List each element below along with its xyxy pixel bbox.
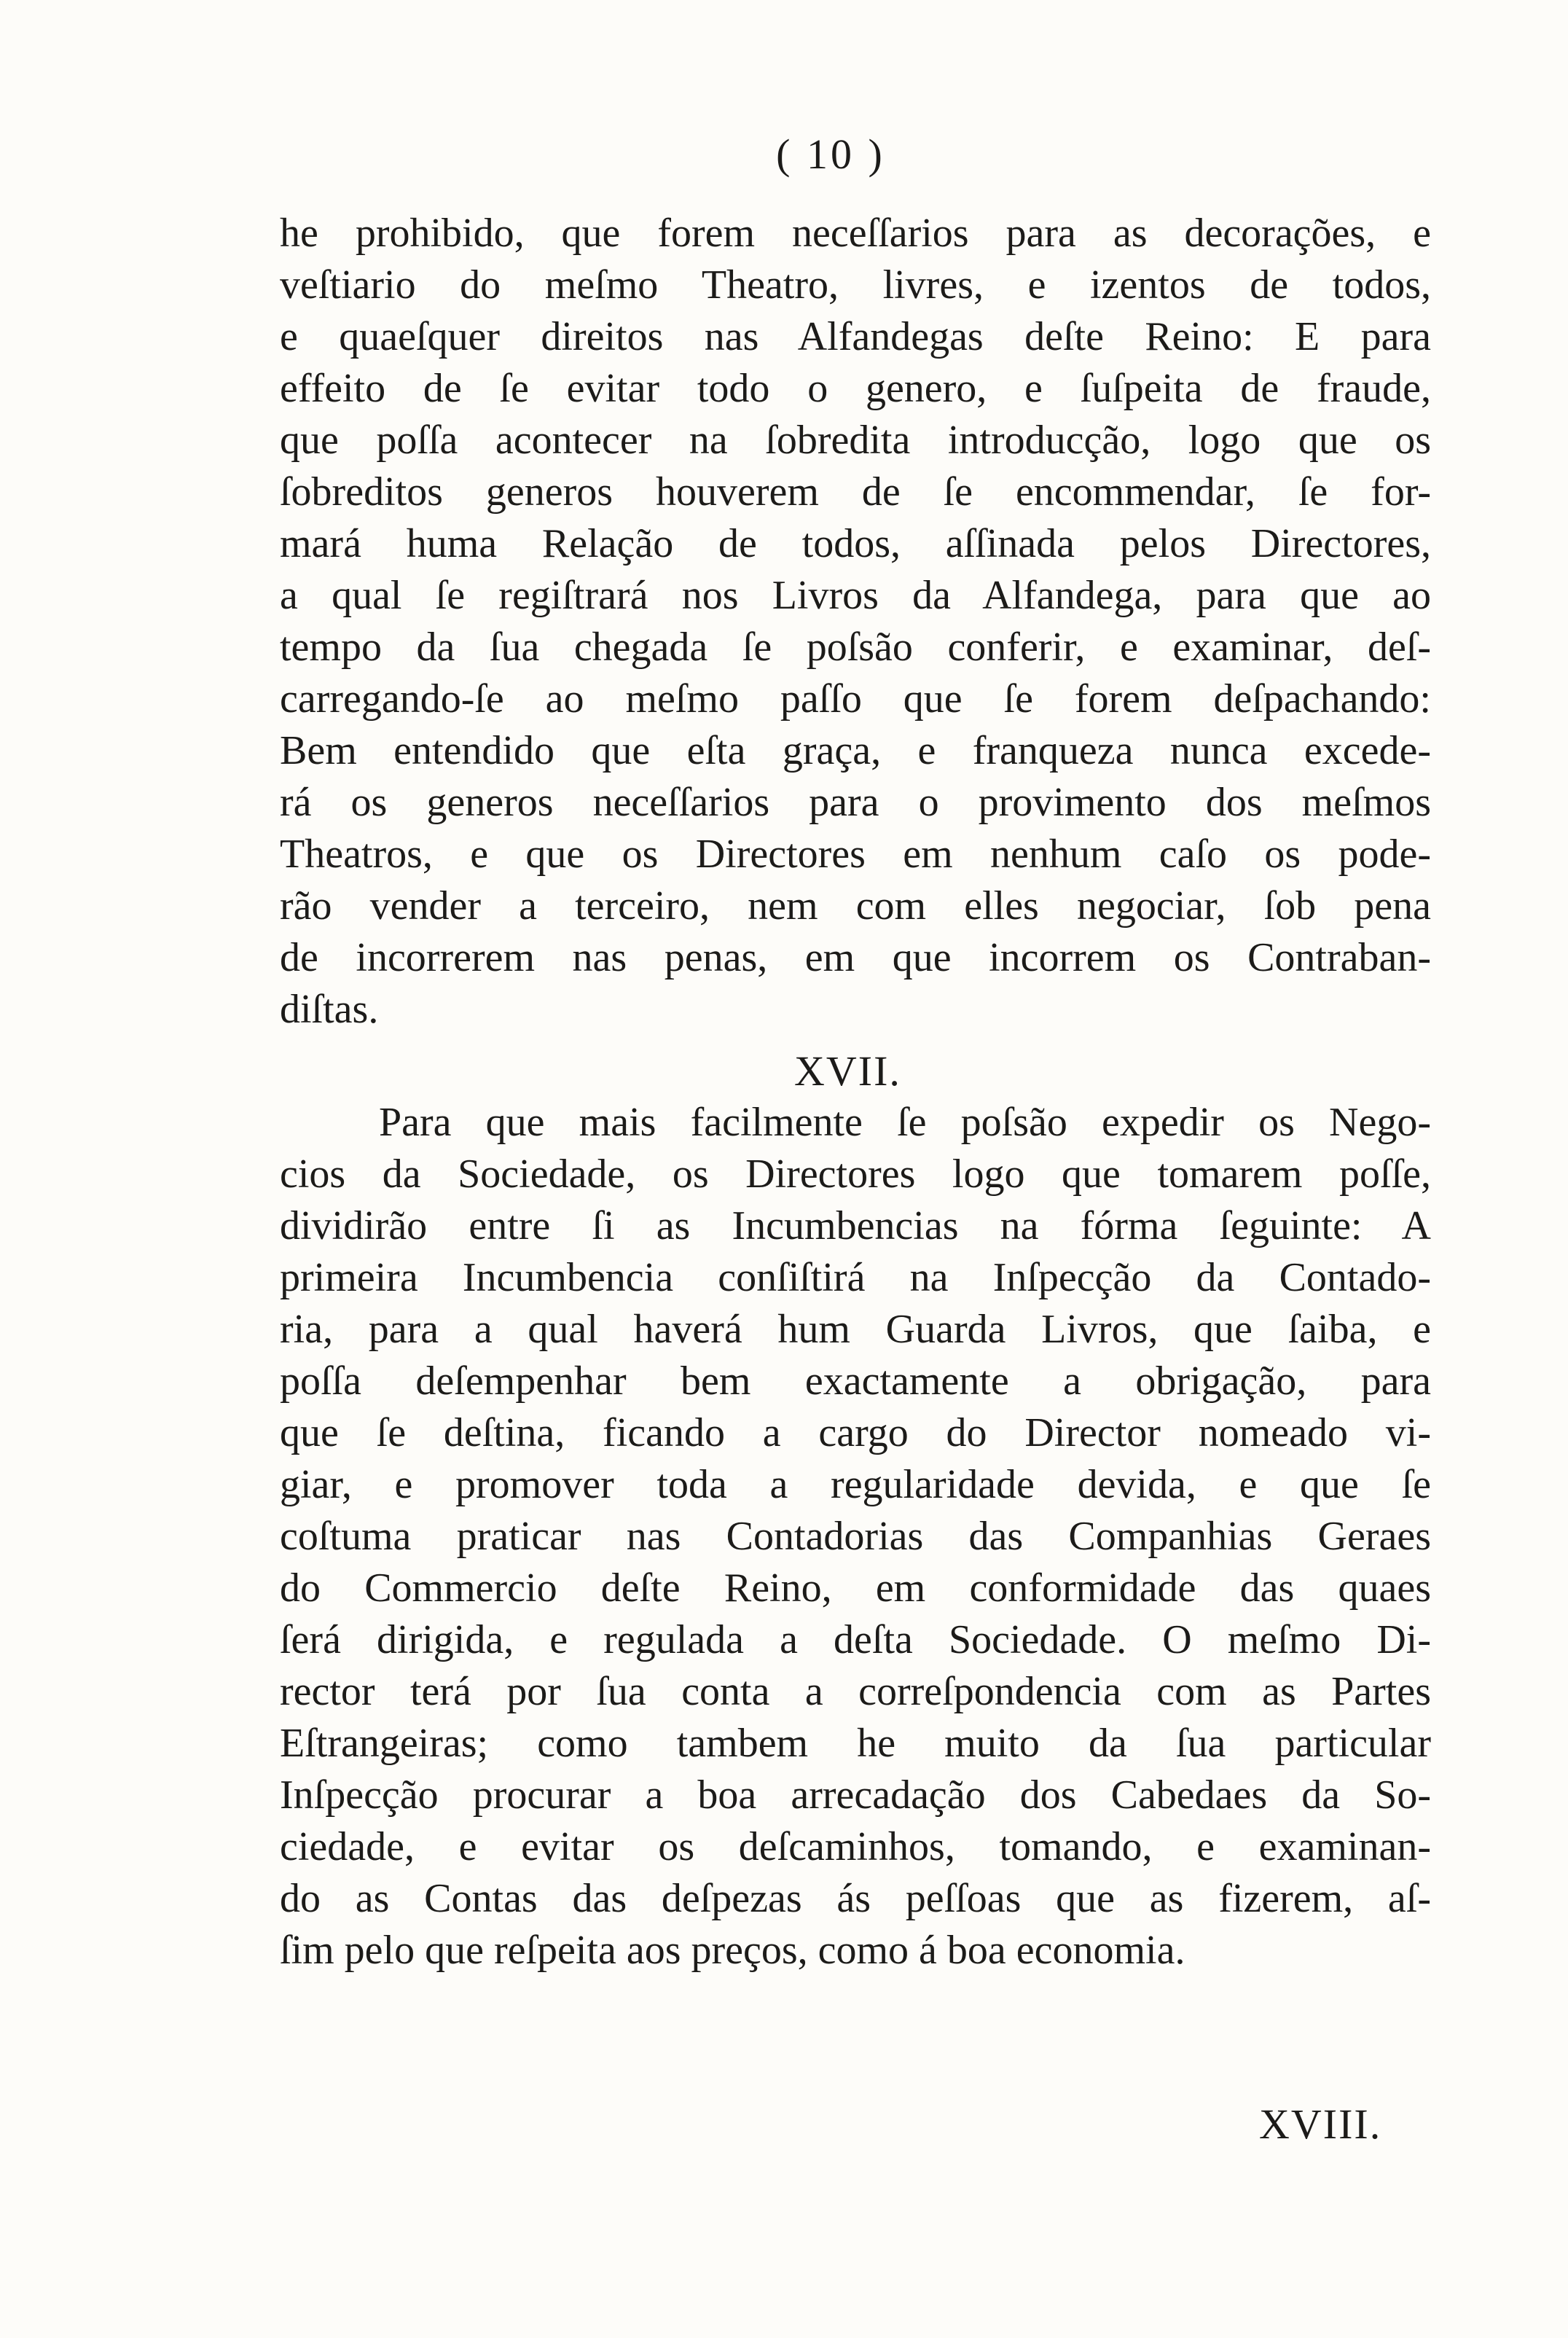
text-line: carregando-ſe ao meſmo paſſo que ſe forem deſpachando: bbox=[280, 676, 1431, 722]
text-line: do as Contas das deſpezas ás peſſoas que as fizerem, aſ- bbox=[280, 1876, 1431, 1921]
text-line: mará huma Relação de todos, aſſinada pelos Directores, bbox=[280, 521, 1431, 566]
text-line: ria, para a qual haverá hum Guarda Livros, que ſaiba, e bbox=[280, 1307, 1431, 1352]
text-line: cios da Sociedade, os Directores logo que tomarem poſſe, bbox=[280, 1152, 1431, 1197]
text-line: Theatros, e que os Directores em nenhum caſo os pode- bbox=[280, 832, 1431, 877]
text-line: Para que mais facilmente ſe poſsão expedir os Nego- bbox=[379, 1100, 1431, 1145]
text-line: diſtas. bbox=[280, 987, 379, 1032]
text-line: effeito de ſe evitar todo o genero, e ſuſpeita de fraude, bbox=[280, 366, 1431, 411]
text-line: primeira Incumbencia conſiſtirá na Inſpecção da Contado- bbox=[280, 1255, 1431, 1300]
text-line: Bem entendido que eſta graça, e franqueza nunca excede- bbox=[280, 728, 1431, 773]
text-line: do Commercio deſte Reino, em conformidade das quaes bbox=[280, 1565, 1431, 1611]
text-line: e quaeſquer direitos nas Alfandegas deſte Reino: E para bbox=[280, 314, 1431, 359]
text-line: rector terá por ſua conta a correſpondencia com as Partes bbox=[280, 1669, 1431, 1714]
catchword: XVIII. bbox=[1259, 2100, 1382, 2148]
text-line: tempo da ſua chegada ſe poſsão conferir, e examinar, deſ- bbox=[280, 625, 1431, 670]
text-line: de incorrerem nas penas, em que incorrem os Contraban- bbox=[280, 935, 1431, 980]
text-line: coſtuma praticar nas Contadorias das Companhias Geraes bbox=[280, 1514, 1431, 1559]
text-line: ſobreditos generos houverem de ſe encommendar, ſe for- bbox=[280, 469, 1431, 515]
text-line: he prohibido, que forem neceſſarios para as decorações, e bbox=[280, 211, 1431, 256]
text-line: veſtiario do meſmo Theatro, livres, e izentos de todos, bbox=[280, 262, 1431, 308]
text-line: ſerá dirigida, e regulada a deſta Sociedade. O meſmo Di- bbox=[280, 1617, 1431, 1662]
text-line: que ſe deſtina, ficando a cargo do Director nomeado vi- bbox=[280, 1410, 1431, 1455]
text-line: Inſpecção procurar a boa arrecadação dos Cabedaes da So- bbox=[280, 1772, 1431, 1818]
text-line: dividirão entre ſi as Incumbencias na fórma ſeguinte: A bbox=[280, 1203, 1431, 1248]
text-line: ſim pelo que reſpeita aos preços, como á boa economia. bbox=[280, 1928, 1185, 1973]
page-number: ( 10 ) bbox=[776, 130, 885, 178]
text-line: ciedade, e evitar os deſcaminhos, tomando, e examinan- bbox=[280, 1824, 1431, 1869]
text-line: que poſſa acontecer na ſobredita introducção, logo que os bbox=[280, 418, 1431, 463]
text-line: rão vender a terceiro, nem com elles negociar, ſob pena bbox=[280, 883, 1431, 928]
text-line: poſſa deſempenhar bem exactamente a obrigação, para bbox=[280, 1358, 1431, 1404]
text-line: giar, e promover toda a regularidade devida, e que ſe bbox=[280, 1462, 1431, 1507]
text-line: a qual ſe regiſtrará nos Livros da Alfandega, para que ao bbox=[280, 573, 1431, 618]
text-line: rá os generos neceſſarios para o provimento dos meſmos bbox=[280, 780, 1431, 825]
text-line: Eſtrangeiras; como tambem he muito da ſua particular bbox=[280, 1721, 1431, 1766]
section-heading: XVII. bbox=[794, 1047, 901, 1095]
